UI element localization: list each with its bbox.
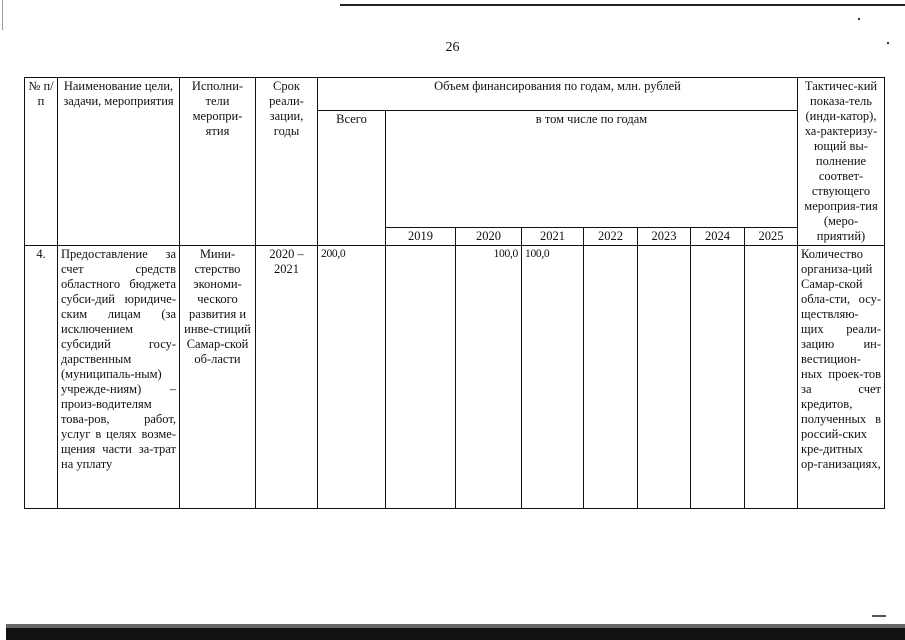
- row-value-2020: 100,0: [456, 246, 522, 509]
- header-term: Срок реали-зации, годы: [256, 78, 318, 246]
- header-executors: Исполни-тели меропри-ятия: [180, 78, 256, 246]
- program-table: [24, 77, 885, 509]
- scan-mark: [872, 615, 886, 617]
- row-total: 200,0: [318, 246, 386, 509]
- header-name: Наименование цели, задачи, мероприятия: [58, 78, 180, 246]
- header-year: 2024: [691, 228, 745, 246]
- row-term: 2020 – 2021: [256, 246, 318, 509]
- row-value-2024: [691, 246, 745, 509]
- scan-line: [340, 4, 905, 6]
- table-row: [25, 246, 885, 509]
- row-value-2022: [584, 246, 638, 509]
- row-value-2019: [386, 246, 456, 509]
- header-by-years: в том числе по годам: [386, 111, 798, 228]
- row-value-2023: [638, 246, 691, 509]
- header-year: 2023: [638, 228, 691, 246]
- header-year: 2021: [522, 228, 584, 246]
- header-num: № п/п: [25, 78, 58, 246]
- header-indicator: Тактичес-кий показа-тель (инди-катор), ха-рактеризу-ющий вы-полнение соответ-ствующего мероприя-тия (меро-приятий): [798, 78, 885, 246]
- row-executor: Мини-стерство экономи-ческого развития и инве-стиций Самар-ской об-ласти: [180, 246, 256, 509]
- header-year: 2020: [456, 228, 522, 246]
- scan-dot: [858, 18, 860, 20]
- row-indicator: Количество организа-ций Самар-ской обла-сти, осу-ществляю-щих реали-зацию ин-вестицион-ных проек-тов за счет кредитов, полученных в россий-ских кре-дитных ор-ганизациях,: [798, 246, 885, 509]
- page-number: 26: [445, 40, 460, 55]
- row-name: Предоставление за счет средств областного бюджета субси-дий юридиче-ским лицам (за исключением субсидий госу-дарственным (муниципаль-ным) учрежде-ниям) – произ-водителям това-ров, работ, услуг в целях возме-щения части за-трат на уплату: [58, 246, 180, 509]
- header-funding: Объем финансирования по годам, млн. рублей: [318, 78, 798, 111]
- scan-border: [6, 628, 905, 640]
- header-year: 2022: [584, 228, 638, 246]
- header-total: Всего: [318, 111, 386, 246]
- scan-edge: [2, 0, 3, 30]
- header-year: 2025: [745, 228, 798, 246]
- row-value-2025: [745, 246, 798, 509]
- row-num: 4.: [25, 246, 58, 509]
- header-year: 2019: [386, 228, 456, 246]
- row-value-2021: 100,0: [522, 246, 584, 509]
